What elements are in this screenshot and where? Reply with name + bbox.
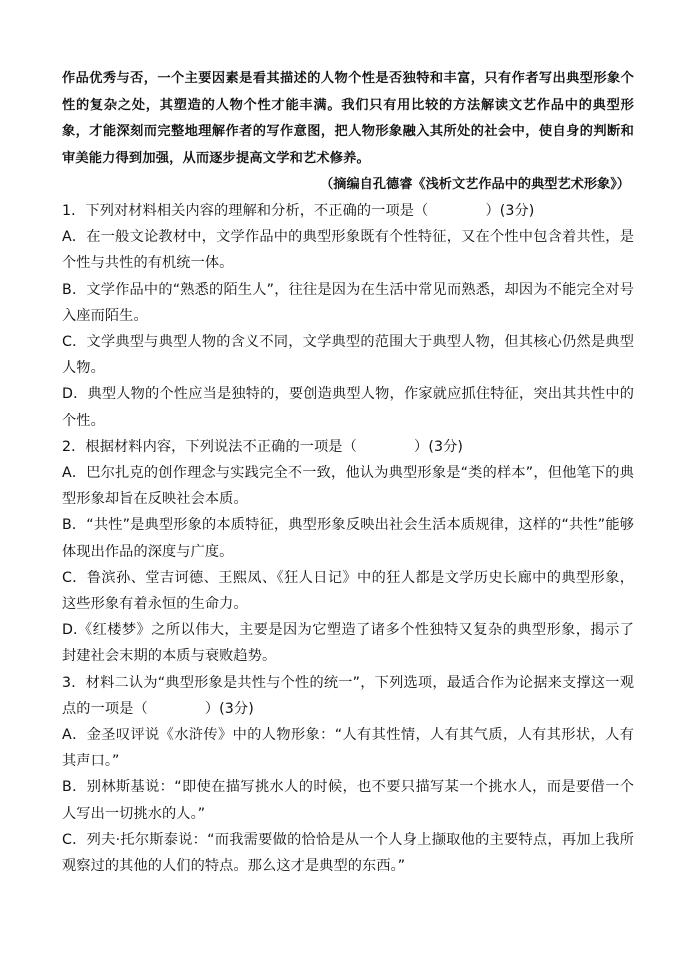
option-c: C．鲁滨孙、堂吉诃德、王熙凤、《狂人日记》中的狂人都是文学历史长廊中的典型形象，这些形象有着永恒的生命力。 bbox=[62, 569, 634, 613]
question-stem: 1．下列对材料相关内容的理解和分析，不正确的一项是（ ）(3分) bbox=[62, 203, 535, 219]
option-b: B．“共性”是典型形象的本质特征，典型形象反映出社会生活本质规律，这样的“共性”能够体现出作品的深度与广度。 bbox=[62, 517, 634, 560]
question-2 bbox=[62, 434, 634, 670]
document-page bbox=[62, 66, 634, 879]
question-stem: 3．材料二认为“典型形象是共性与个性的统一”，下列选项，最适合作为论据来支撑这一观点的一项是（ ）(3分) bbox=[62, 674, 634, 717]
option-b: B．别林斯基说：“即使在描写挑水人的时候，也不要只描写某一个挑水人，而是要借一个人写出一切挑水的人。” bbox=[62, 779, 634, 822]
question-1 bbox=[62, 198, 634, 434]
question-3 bbox=[62, 670, 634, 880]
option-c: C．文学典型与典型人物的含义不同，文学典型的范围大于典型人物，但其核心仍然是典型人物。 bbox=[62, 334, 634, 377]
option-a: A．在一般文论教材中，文学作品中的典型形象既有个性特征，又在个性中包含着共性，是个性与共性的有机统一体。 bbox=[62, 229, 634, 272]
option-c: C．列夫·托尔斯泰说：“而我需要做的恰恰是从一个人身上撷取他的主要特点，再加上我所观察过的其他的人们的特点。那么这才是典型的东西。” bbox=[62, 831, 634, 875]
question-stem: 2．根据材料内容，下列说法不正确的一项是（ ）(3分) bbox=[62, 438, 463, 455]
passage-paragraph: 作品优秀与否，一个主要因素是看其描述的人物个性是否独特和丰富，只有作者写出典型形象个性的复杂之处，其塑造的人物个性才能丰满。我们只有用比较的方法解读文艺作品中的典型形象，才能深刻而完整地理解作者的写作意图，把人物形象融入其所处的社会中，使自身的判断和审美能力得到加强，从而逐步提高文学和艺术修养。 bbox=[62, 71, 634, 166]
option-a: A．巴尔扎克的创作理念与实践完全不一致，他认为典型形象是“类的样本”，但他笔下的典型形象却旨在反映社会本质。 bbox=[62, 465, 634, 508]
option-b: B．文学作品中的“熟悉的陌生人”，往往是因为在生活中常见而熟悉，却因为不能完全对号入座而陌生。 bbox=[62, 281, 634, 324]
option-d: D.《红楼梦》之所以伟大，主要是因为它塑造了诸多个性独特又复杂的典型形象，揭示了封建社会末期的本质与衰败趋势。 bbox=[62, 622, 634, 665]
option-a: A．金圣叹评说《水浒传》中的人物形象：“人有其性情，人有其气质，人有其形状，人有其声口。” bbox=[62, 727, 634, 770]
passage-source: （摘编自孔德睿《浅析文艺作品中的典型艺术形象》） bbox=[320, 177, 630, 192]
option-d: D．典型人物的个性应当是独特的，要创造典型人物，作家就应抓住特征，突出其共性中的个性。 bbox=[62, 386, 634, 429]
